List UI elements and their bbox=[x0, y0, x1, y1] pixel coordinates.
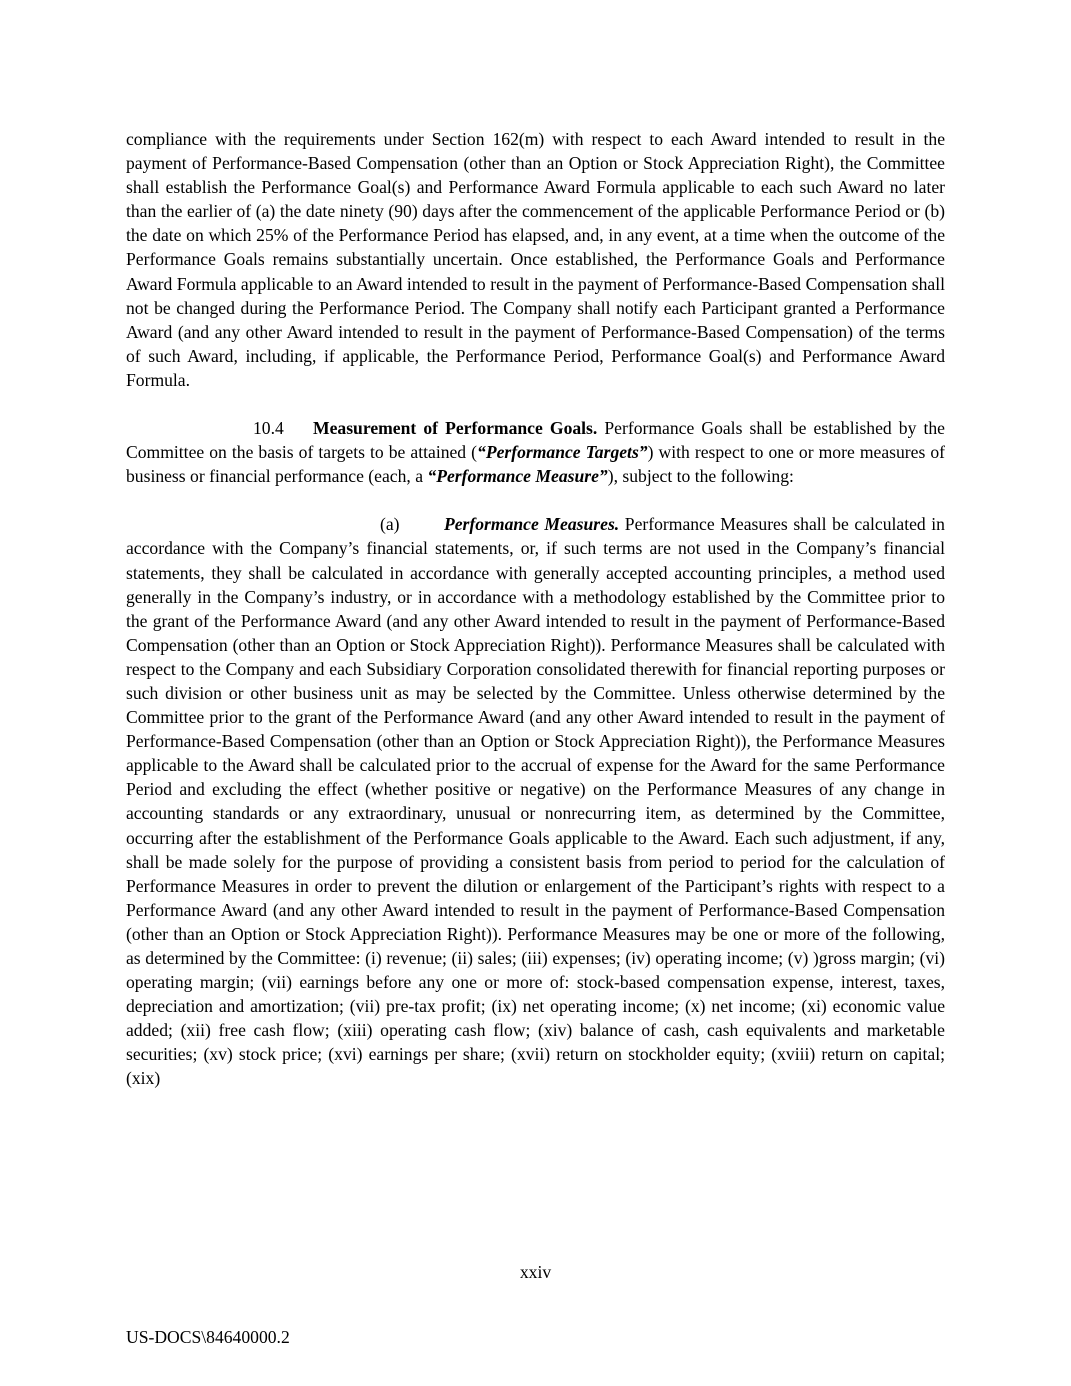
section-number: 10.4 bbox=[253, 418, 284, 439]
defined-term-performance-measure: “Performance Measure” bbox=[427, 466, 608, 487]
subsection-number: (a) bbox=[380, 514, 400, 535]
section-heading: Measurement of Performance Goals. bbox=[313, 418, 598, 439]
section-text-c: ), subject to the following: bbox=[607, 466, 794, 487]
document-body bbox=[126, 127, 945, 1091]
subsection-text: Performance Measures shall be calculated in accordance with the Company’s financial statements, or, if such terms are not used in the Company’s financial statements, they shall be calculated in accordance with generally accepted accounting principles, a method used generally in the Company’s industry, or in accordance with a methodology established by the Committee prior to the grant of the Performance Award (and any other Award intended to result in the payment of Performance-Based Compensation (other than an Option or Stock Appreciation Right)). Performance Measures shall be calculated with respect to the Company and each Subsidiary Corporation consolidated therewith for financial reporting purposes or such division or other business unit as may be selected by the Committee. Unless otherwise determined by the Committee prior to the grant of the Performance Award (and any other Award intended to result in the payment of Performance-Based Compensation (other than an Option or Stock Appreciation Right)), the Performance Measures applicable to the Award shall be calculated prior to the accrual of expense for the Award for the same Performance Period and excluding the effect (whether positive or negative) on the Performance Measures of any change in accounting standards or any extraordinary, unusual or nonrecurring item, as determined by the Committee, occurring after the establishment of the Performance Goals applicable to the Award. Each such adjustment, if any, shall be made solely for the purpose of providing a consistent basis from period to period for the calculation of Performance Measures in order to prevent the dilution or enlargement of the Participant’s rights with respect to a Performance Award (and any other Award intended to result in the payment of Performance-Based Compensation (other than an Option or Stock Appreciation Right)). Performance Measures may be one or more of the following, as determined by the Committee: (i) revenue; (ii) sales; (iii) expenses; (iv) operating income; (v) )gross margin; (vi) operating margin; (vii) earnings before any one or more of: stock-based compensation expense, interest, taxes, depreciation and amortization; (vii) pre-tax profit; (ix) net operating income; (x) net income; (xi) economic value added; (xii) free cash flow; (xiii) operating cash flow; (xiv) balance of cash, cash equivalents and marketable securities; (xv) stock price; (xvi) earnings per share; (xvii) return on stockholder equity; (xviii) return on capital; (xix) bbox=[126, 514, 945, 1089]
page-number: xxiv bbox=[519, 1262, 552, 1282]
section-10-4 bbox=[126, 416, 945, 488]
paragraph-continuation: compliance with the requirements under Section 162(m) with respect to each Award intended to result in the payment of Performance-Based Compensation (other than an Option or Stock Appreciation Right), the Committee shall establish the Performance Goal(s) and Performance Award Formula applicable to each such Award no later than the earlier of (a) the date ninety (90) days after the commencement of the applicable Performance Period or (b) the date on which 25% of the Performance Period has elapsed, and, in any event, at a time when the outcome of the Performance Goals remains substantially uncertain. Once established, the Performance Goals and Performance Award Formula applicable to an Award intended to result in the payment of Performance-Based Compensation shall not be changed during the Performance Period. The Company shall notify each Participant granted a Performance Award (and any other Award intended to result in the payment of Performance-Based Compensation) of the terms of such Award, including, if applicable, the Performance Period, Performance Goal(s) and Performance Award Formula. bbox=[126, 129, 945, 390]
defined-term-performance-targets: “Performance Targets” bbox=[477, 442, 648, 463]
document-id: US-DOCS\84640000.2 bbox=[126, 1327, 290, 1347]
subsection-a bbox=[126, 512, 945, 1090]
section-text-b: ) with respect to one or more measures of business or financial performance (each, a bbox=[126, 442, 945, 487]
subsection-heading: Performance Measures. bbox=[444, 514, 620, 535]
section-text-a: Performance Goals shall be established by the Committee on the basis of targets to be attained ( bbox=[126, 418, 945, 463]
